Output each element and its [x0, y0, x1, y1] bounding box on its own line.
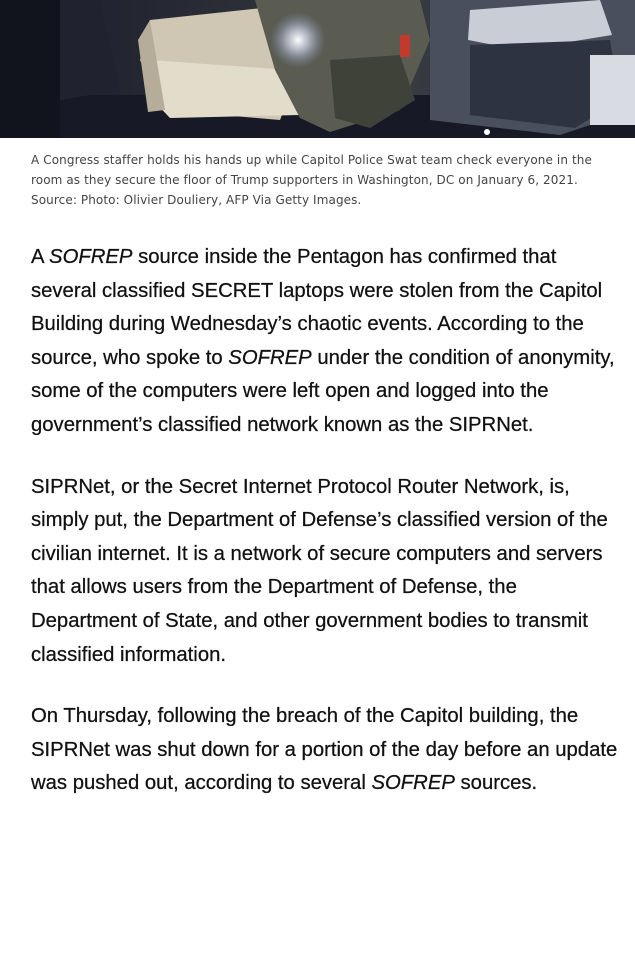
- paragraph-3: [31, 700, 621, 801]
- photo-caption: A Congress staffer holds his hands up while Capitol Police Swat team check everyone in the room as they secure the floor of Trump supporters in Washington, DC on January 6, 2021. Source: Photo: Olivier Douliery, AFP Via Getty Images.: [31, 153, 592, 207]
- article-body: [31, 241, 621, 801]
- p1-text-a: A: [31, 246, 50, 268]
- p1-text-c: under the condition of anonymity, some of the computers were left open and logged into the government’s classified network known as the SIPRNet.: [31, 346, 615, 436]
- photo-icon: [0, 0, 635, 138]
- p1-sofrep-2: SOFREP: [228, 346, 312, 369]
- p3-sofrep: SOFREP: [371, 772, 455, 795]
- p3-text-a: On Thursday, following the breach of the Capitol building, the SIPRNet was shut down for a portion of the day before an update was pushed out, according to several: [31, 705, 618, 795]
- paragraph-1: [31, 241, 621, 443]
- article-photo: [0, 0, 635, 138]
- paragraph-2: SIPRNet, or the Secret Internet Protocol Router Network, is, simply put, the Department of Defense’s classified version of the civilian internet. It is a network of secure computers and servers that allows users from the Department of Defense, the Department of State, and other government bodies to transmit classified information.: [31, 475, 608, 666]
- p3-text-b: sources.: [454, 772, 538, 795]
- p1-text-b: source inside the Pentagon has confirmed that several classified SECRET laptops were stolen from the Capitol Building during Wednesday’s chaotic events. According to the source, who spoke to: [31, 246, 603, 369]
- p1-sofrep-1: SOFREP: [49, 246, 133, 268]
